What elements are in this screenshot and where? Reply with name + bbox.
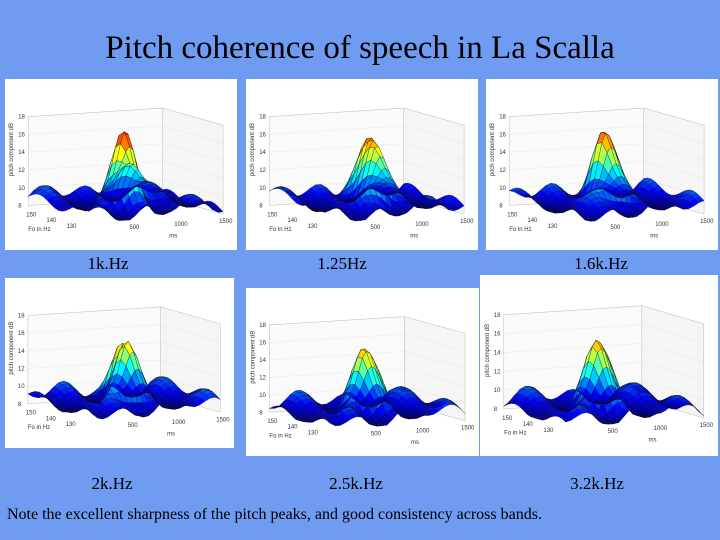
y-axis-label: ms [169, 233, 178, 240]
y-tick-label: 1000 [653, 426, 668, 433]
y-tick-label: 1500 [219, 219, 233, 226]
y-tick-label: 500 [129, 224, 140, 231]
z-tick-label: 10 [493, 388, 501, 395]
z-tick-label: 10 [17, 384, 25, 391]
surface-plot-3-2k [480, 275, 718, 456]
y-axis-label: ms [648, 437, 657, 444]
z-tick-label: 18 [259, 322, 266, 329]
surface-svg [5, 79, 237, 250]
x-tick-label: 150 [267, 419, 278, 426]
z-tick-label: 12 [18, 167, 25, 174]
z-axis-label: pitch component dB [484, 323, 491, 377]
x-tick-label: 140 [527, 218, 538, 225]
band-label-1-25k: 1.25Hz [317, 254, 367, 273]
surface-svg [480, 275, 718, 456]
z-tick-label: 18 [17, 313, 25, 320]
x-tick-label: 140 [287, 218, 298, 225]
y-axis-label: ms [650, 233, 659, 240]
z-tick-label: 14 [259, 150, 266, 157]
z-axis-label: pitch component dB [8, 321, 15, 375]
x-axis-label: Fo in Hz [28, 226, 51, 233]
y-tick-label: 1500 [216, 417, 230, 424]
z-tick-label: 10 [259, 392, 266, 399]
y-axis-label: ms [410, 440, 419, 447]
z-tick-label: 18 [493, 312, 501, 319]
z-tick-label: 16 [18, 132, 25, 139]
z-tick-label: 16 [259, 132, 266, 139]
z-tick-label: 12 [499, 167, 506, 174]
x-tick-label: 150 [26, 212, 37, 219]
y-tick-label: 500 [370, 224, 381, 231]
x-tick-label: 130 [65, 421, 76, 428]
band-label-1-6k: 1.6k.Hz [574, 254, 628, 273]
y-tick-label: 1000 [415, 221, 429, 228]
z-tick-label: 14 [17, 348, 25, 355]
z-tick-label: 12 [493, 369, 501, 376]
y-tick-label: 1000 [171, 420, 186, 427]
x-tick-label: 150 [267, 212, 278, 219]
z-tick-label: 16 [493, 331, 501, 338]
surface-plot-1-25k [246, 79, 478, 250]
slide-note: Note the excellent sharpness of the pitch peaks, and good consistency across bands. [7, 506, 542, 523]
z-tick-label: 8 [493, 406, 498, 413]
y-tick-label: 500 [127, 422, 138, 429]
x-tick-label: 130 [543, 428, 554, 435]
x-tick-label: 130 [66, 223, 77, 230]
z-tick-label: 8 [17, 401, 22, 408]
z-tick-label: 16 [499, 132, 506, 139]
surface-svg [246, 79, 478, 250]
y-tick-label: 1000 [174, 221, 188, 228]
y-tick-label: 500 [607, 429, 618, 436]
z-tick-label: 18 [18, 114, 25, 121]
band-label-2-5k: 2.5k.Hz [329, 474, 383, 493]
z-axis-label: pitch component dB [250, 330, 257, 384]
z-tick-label: 8 [259, 410, 263, 417]
z-tick-label: 14 [259, 357, 266, 364]
y-axis-label: ms [410, 233, 419, 240]
z-tick-label: 10 [499, 185, 506, 192]
x-tick-label: 130 [307, 223, 318, 230]
y-axis-label: ms [167, 431, 176, 438]
z-tick-label: 8 [499, 203, 503, 210]
x-tick-label: 150 [25, 410, 36, 417]
y-tick-label: 500 [370, 431, 381, 438]
z-tick-label: 18 [259, 114, 266, 121]
surface-svg [246, 288, 479, 456]
z-tick-label: 16 [17, 331, 25, 338]
x-axis-label: Fo in Hz [269, 433, 292, 440]
band-label-2k: 2k.Hz [91, 474, 133, 493]
x-tick-label: 140 [45, 416, 56, 423]
z-tick-label: 12 [17, 366, 25, 373]
x-axis-label: Fo in Hz [269, 226, 292, 233]
x-tick-label: 130 [547, 223, 558, 230]
band-label-1k: 1k.Hz [87, 254, 129, 273]
y-tick-label: 1000 [655, 221, 669, 228]
z-tick-label: 18 [499, 114, 506, 121]
band-label-3-2k: 3.2k.Hz [570, 474, 624, 493]
z-tick-label: 16 [259, 340, 266, 347]
surface-svg [5, 278, 234, 448]
x-tick-label: 140 [287, 424, 298, 431]
z-tick-label: 10 [18, 185, 25, 192]
y-tick-label: 1500 [460, 219, 474, 226]
y-tick-label: 1500 [700, 219, 714, 226]
surface-plot-1k [5, 79, 237, 250]
surface-svg [486, 79, 718, 250]
x-axis-label: Fo in Hz [509, 226, 532, 233]
z-tick-label: 8 [259, 203, 263, 210]
slide-title: Pitch coherence of speech in La Scalla [105, 30, 615, 66]
surface-plot-1-6k [486, 79, 718, 250]
z-axis-label: pitch component dB [490, 123, 497, 177]
x-tick-label: 150 [502, 415, 513, 422]
surface-plot-2-5k [246, 288, 479, 456]
x-axis-label: Fo in Hz [27, 425, 51, 432]
z-tick-label: 14 [499, 150, 506, 157]
z-tick-label: 12 [259, 375, 266, 382]
z-tick-label: 12 [259, 167, 266, 174]
x-tick-label: 130 [307, 430, 318, 437]
x-tick-label: 140 [522, 421, 533, 428]
y-tick-label: 1000 [415, 428, 430, 435]
x-axis-label: Fo in Hz [504, 430, 527, 437]
z-tick-label: 10 [259, 185, 266, 192]
z-tick-label: 8 [18, 203, 22, 210]
z-tick-label: 14 [493, 350, 501, 357]
z-axis-label: pitch component dB [9, 123, 16, 177]
y-tick-label: 500 [610, 224, 621, 231]
z-axis-label: pitch component dB [250, 123, 257, 177]
x-tick-label: 150 [507, 212, 518, 219]
x-tick-label: 140 [46, 218, 57, 225]
z-tick-label: 14 [18, 150, 25, 157]
surface-plot-2k [5, 278, 234, 448]
y-tick-label: 1500 [699, 422, 714, 429]
y-tick-label: 1500 [461, 425, 475, 432]
